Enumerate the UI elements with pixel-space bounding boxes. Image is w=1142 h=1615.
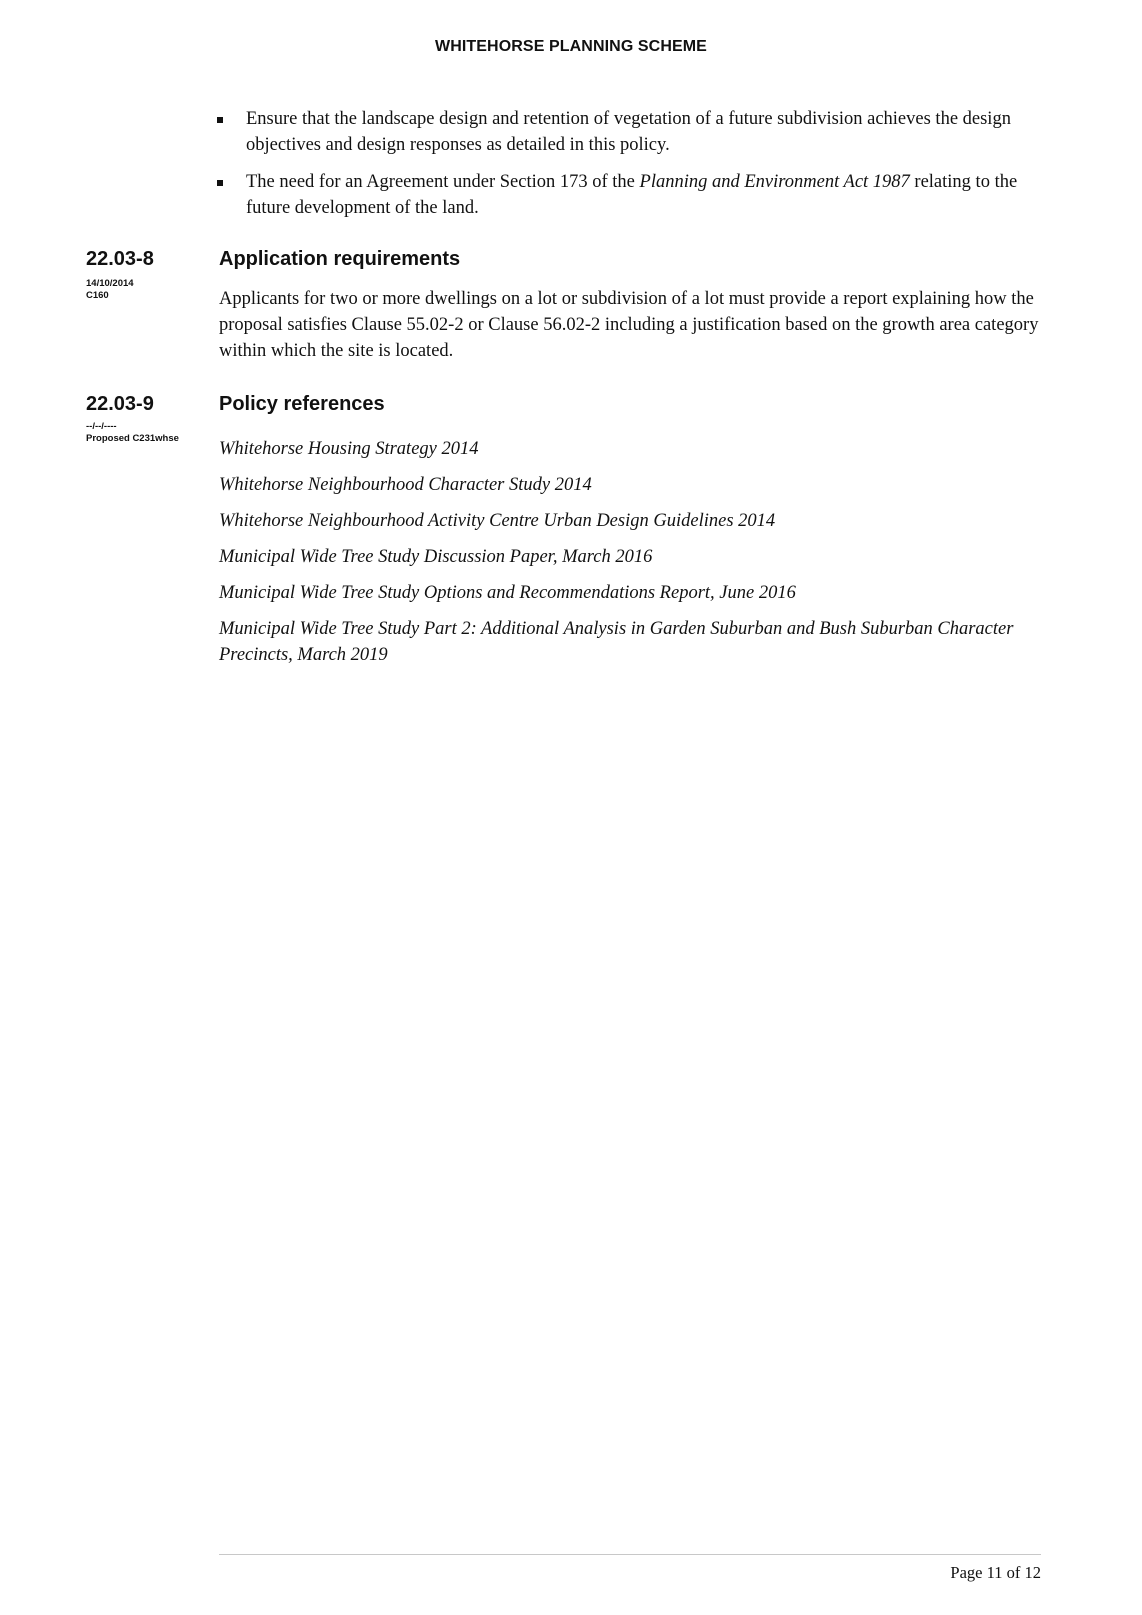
- section-number: 22.03-8: [86, 248, 154, 270]
- bullet-list: [217, 106, 1037, 232]
- reference-item: Whitehorse Neighbourhood Activity Centre Urban Design Guidelines 2014: [219, 511, 776, 531]
- page-header: WHITEHORSE PLANNING SCHEME: [435, 38, 707, 55]
- section-title: Policy references: [219, 393, 385, 415]
- section-meta: [86, 421, 179, 445]
- section-date: 14/10/2014: [86, 278, 134, 289]
- section-body: Applicants for two or more dwellings on a lot or subdivision of a lot must provide a report explaining how the proposal satisfies Clause 55.02-2 or Clause 56.02-2 including a justification based on the growth area category within which the site is located.: [219, 289, 1039, 361]
- bullet-icon: [217, 117, 223, 123]
- bullet-text-after: relating to the future development of the land.: [246, 172, 1018, 218]
- reference-item: Whitehorse Housing Strategy 2014: [219, 439, 479, 459]
- bullet-text: Ensure that the landscape design and retention of vegetation of a future subdivision achieves the design objectives and design responses as detailed in this policy.: [246, 109, 1011, 155]
- section-title: Application requirements: [219, 248, 461, 270]
- page-number: Page 11 of 12: [950, 1563, 1041, 1582]
- section-amendment: Proposed C231whse: [86, 433, 179, 444]
- section-amendment: C160: [86, 290, 109, 301]
- section-date: --/--/----: [86, 421, 117, 432]
- bullet-item: [217, 106, 1037, 158]
- bullet-text-before: The need for an Agreement under Section 173 of the: [246, 172, 640, 192]
- reference-item: Municipal Wide Tree Study Options and Recommendations Report, June 2016: [219, 583, 796, 603]
- bullet-item: [217, 169, 1037, 221]
- reference-item: Municipal Wide Tree Study Discussion Paper, March 2016: [219, 547, 653, 567]
- reference-item: Whitehorse Neighbourhood Character Study 2014: [219, 475, 592, 495]
- section-meta: [86, 278, 134, 302]
- footer-divider: [219, 1554, 1041, 1555]
- reference-item: Municipal Wide Tree Study Part 2: Additional Analysis in Garden Suburban and Bush Suburban Character Precincts, March 2019: [219, 619, 1014, 665]
- act-title: Planning and Environment Act 1987: [639, 172, 910, 192]
- bullet-icon: [217, 180, 223, 186]
- section-number: 22.03-9: [86, 393, 154, 415]
- policy-references-list: [219, 436, 1044, 678]
